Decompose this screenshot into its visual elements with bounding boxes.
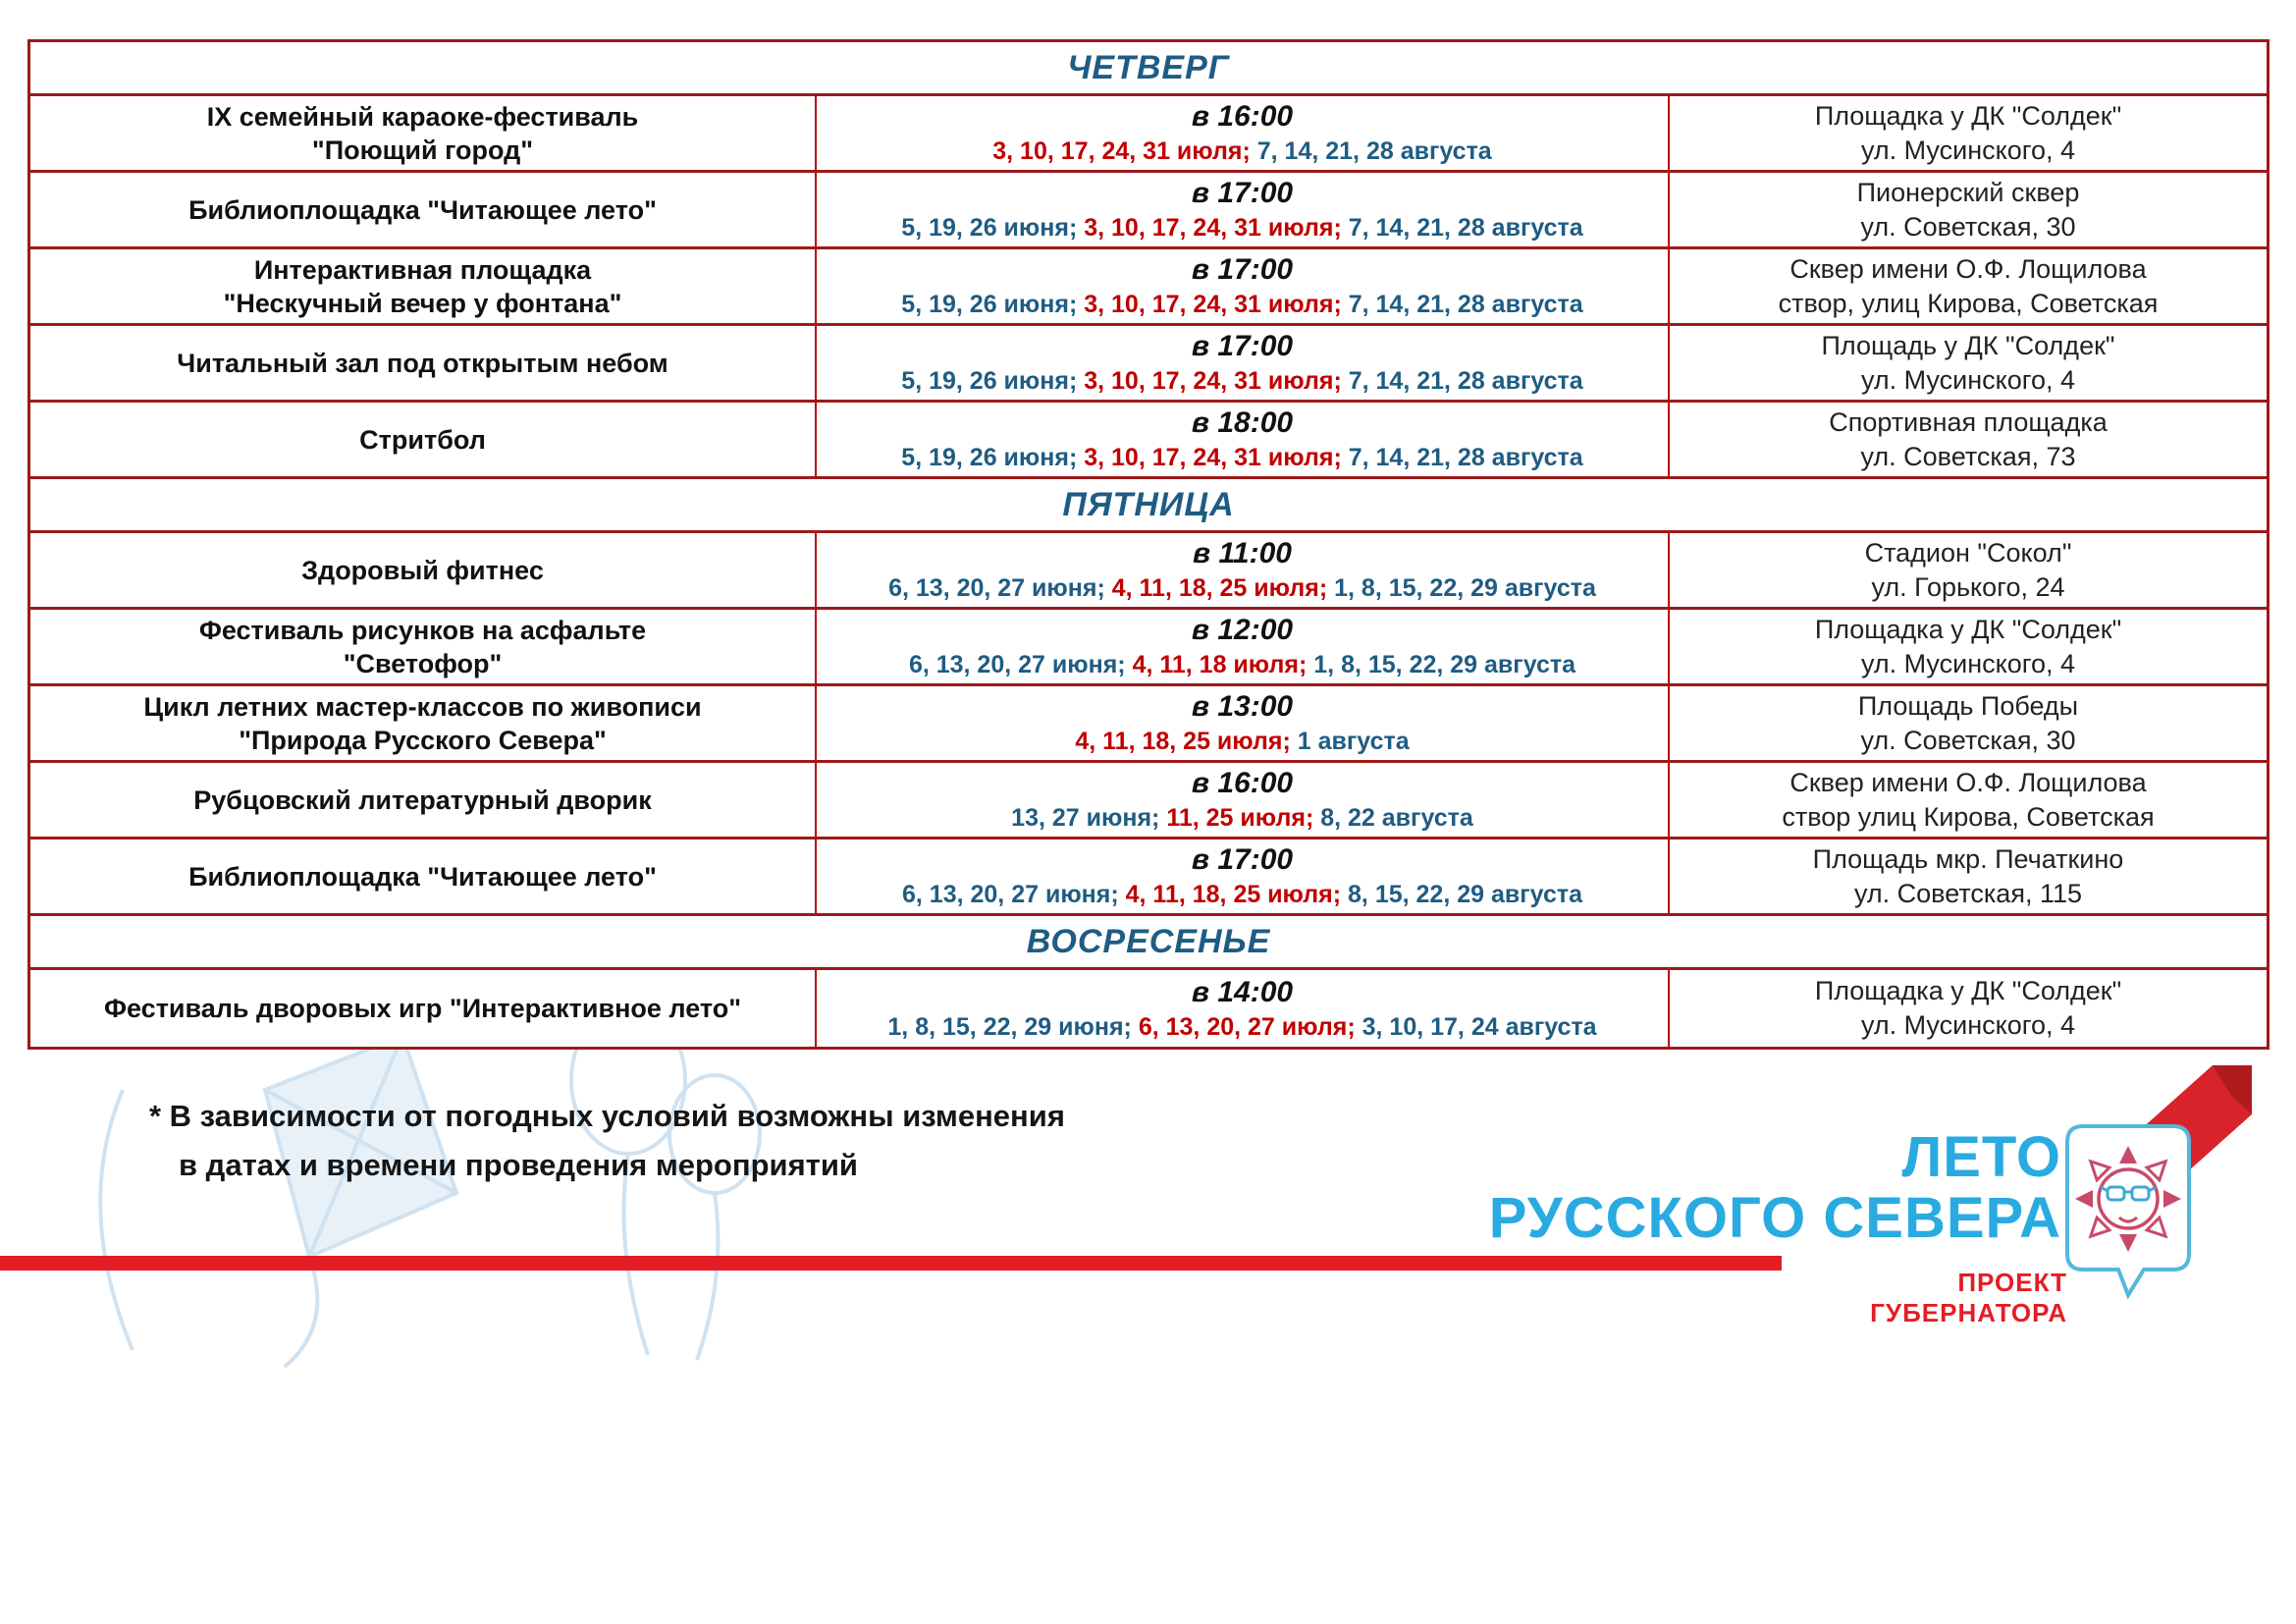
event-name-line: Стритбол [359, 424, 486, 455]
logo-sun-shield-icon [2059, 1122, 2197, 1311]
event-location-line: Площадка у ДК "Солдек" [1814, 976, 2122, 1005]
event-row [30, 686, 2267, 763]
event-name-line: Библиоплощадка "Читающее лето" [188, 861, 657, 892]
event-when-cell [817, 96, 1670, 170]
event-when-cell [817, 173, 1670, 246]
event-time: в 14:00 [1191, 975, 1294, 1008]
event-location-line: ул. Мусинского, 4 [1860, 1010, 2076, 1040]
event-when-cell [817, 533, 1670, 607]
event-location-cell [1670, 610, 2267, 683]
event-date-segment: 3, 10, 17, 24, 31 июля; [992, 137, 1257, 165]
watermark-kite [265, 1036, 456, 1367]
event-time: в 16:00 [1191, 767, 1294, 799]
day-section-header: ВОСРЕСЕНЬЕ [30, 916, 2267, 970]
event-name-cell [30, 96, 817, 170]
event-location-cell [1670, 763, 2267, 837]
event-name-cell [30, 686, 817, 760]
event-location-cell [1670, 173, 2267, 246]
event-date-segment: 6, 13, 20, 27 июня; [888, 574, 1112, 602]
event-location-cell [1670, 533, 2267, 607]
event-location-cell [1670, 326, 2267, 400]
event-dates [901, 289, 1582, 321]
event-location-line: ул. Советская, 30 [1860, 725, 2076, 755]
event-date-segment: 8, 15, 22, 29 августа [1348, 881, 1582, 908]
event-name-cell [30, 403, 817, 476]
event-name-line: "Поющий город" [311, 135, 534, 165]
event-name-cell [30, 970, 817, 1047]
event-location-line: ул. Мусинского, 4 [1860, 135, 2076, 165]
event-location-line: ул. Мусинского, 4 [1860, 364, 2076, 395]
event-location-line: Площадь Победы [1857, 690, 2079, 721]
event-name-cell [30, 610, 817, 683]
event-time: в 17:00 [1191, 177, 1294, 209]
event-time: в 12:00 [1191, 614, 1294, 646]
event-location-line: Площадь у ДК "Солдек" [1821, 330, 2115, 360]
event-date-segment: 6, 13, 20, 27 июня; [908, 651, 1133, 678]
event-date-segment: 4, 11, 18, 25 июля; [1111, 574, 1335, 602]
event-date-segment: 7, 14, 21, 28 августа [1348, 291, 1583, 318]
event-time: в 17:00 [1191, 330, 1294, 362]
schedule-table [27, 39, 2269, 1050]
event-location-line: Сквер имени О.Ф. Лощилова [1789, 767, 2147, 797]
event-name-line: "Светофор" [343, 648, 503, 678]
event-time: в 13:00 [1191, 690, 1294, 723]
event-date-segment: 11, 25 июля; [1166, 804, 1321, 832]
footnote-line-1: * В зависимости от погодных условий возможны изменения [149, 1099, 1065, 1133]
event-name-line: IX семейный караоке-фестиваль [206, 101, 639, 132]
event-date-segment: 5, 19, 26 июня; [901, 367, 1085, 395]
event-dates [1011, 802, 1473, 835]
logo-title-line-1: ЛЕТО [1901, 1125, 2061, 1189]
event-date-segment: 3, 10, 17, 24, 31 июля; [1084, 367, 1349, 395]
event-date-segment: 7, 14, 21, 28 августа [1256, 137, 1492, 165]
event-date-segment: 13, 27 июня; [1011, 804, 1167, 832]
event-date-segment: 7, 14, 21, 28 августа [1348, 367, 1583, 395]
event-date-segment: 3, 10, 17, 24, 31 июля; [1084, 291, 1349, 318]
event-date-segment: 3, 10, 17, 24, 31 июля; [1084, 214, 1349, 242]
event-dates [887, 1011, 1596, 1044]
event-dates [901, 365, 1582, 398]
event-date-segment: 6, 13, 20, 27 июня; [902, 881, 1126, 908]
event-row [30, 610, 2267, 686]
weather-footnote [149, 1092, 1065, 1190]
event-date-segment: 5, 19, 26 июня; [901, 291, 1085, 318]
event-time: в 17:00 [1191, 253, 1294, 286]
event-date-segment: 7, 14, 21, 28 августа [1348, 444, 1583, 471]
event-when-cell [817, 610, 1670, 683]
footnote-line-2: в датах и времени проведения мероприятий [179, 1148, 858, 1182]
event-name-cell [30, 763, 817, 837]
event-when-cell [817, 686, 1670, 760]
event-location-cell [1670, 96, 2267, 170]
day-section-header: ЧЕТВЕРГ [30, 42, 2267, 96]
event-name-cell [30, 839, 817, 913]
event-location-line: створ улиц Кирова, Советская [1782, 801, 2155, 832]
event-dates [901, 442, 1582, 474]
event-date-segment: 1, 8, 15, 22, 29 июня; [887, 1012, 1139, 1041]
event-name-line: Фестиваль дворовых игр "Интерактивное лето" [103, 994, 742, 1023]
event-when-cell [817, 249, 1670, 323]
event-date-segment: 7, 14, 21, 28 августа [1348, 214, 1583, 242]
event-row [30, 403, 2267, 479]
event-location-line: Стадион "Сокол" [1864, 537, 2072, 568]
event-location-cell [1670, 403, 2267, 476]
event-location-line: ул. Советская, 30 [1860, 211, 2076, 242]
event-time: в 11:00 [1193, 537, 1292, 569]
event-row [30, 533, 2267, 610]
event-dates [902, 879, 1582, 911]
event-name-cell [30, 533, 817, 607]
event-when-cell [817, 839, 1670, 913]
event-name-cell [30, 173, 817, 246]
event-location-line: ул. Мусинского, 4 [1860, 648, 2076, 678]
event-dates [1075, 726, 1409, 758]
event-location-line: Спортивная площадка [1829, 406, 2108, 437]
event-date-segment: 1 августа [1297, 728, 1410, 755]
event-time: в 16:00 [1191, 100, 1294, 133]
event-when-cell [817, 403, 1670, 476]
event-location-cell [1670, 970, 2267, 1047]
event-row [30, 249, 2267, 326]
event-name-line: Цикл летних мастер-классов по живописи [143, 691, 702, 722]
event-location-cell [1670, 249, 2267, 323]
event-location-line: ул. Советская, 73 [1860, 441, 2076, 471]
event-location-line: Пионерский сквер [1856, 177, 2080, 207]
event-name-line: "Нескучный вечер у фонтана" [223, 288, 622, 318]
event-date-segment: 4, 11, 18 июля; [1132, 651, 1314, 678]
logo-title-line-2: РУССКОГО СЕВЕРА [1488, 1186, 2061, 1250]
event-dates [992, 135, 1491, 168]
event-row [30, 763, 2267, 839]
event-row [30, 326, 2267, 403]
event-row [30, 173, 2267, 249]
event-date-segment: 5, 19, 26 июня; [901, 214, 1085, 242]
event-time: в 17:00 [1191, 843, 1294, 876]
event-name-line: Здоровый фитнес [301, 555, 544, 585]
event-date-segment: 5, 19, 26 июня; [901, 444, 1085, 471]
event-date-segment: 8, 22 августа [1320, 804, 1473, 832]
event-name-cell [30, 326, 817, 400]
event-dates [909, 649, 1575, 681]
logo-subtitle: ПРОЕКТ ГУБЕРНАТОРА [1870, 1268, 2067, 1327]
event-location-line: ул. Советская, 115 [1854, 878, 2082, 908]
event-date-segment: 4, 11, 18, 25 июля; [1075, 728, 1298, 755]
event-date-segment: 1, 8, 15, 22, 29 августа [1313, 651, 1576, 678]
event-name-line: Библиоплощадка "Читающее лето" [188, 194, 657, 225]
event-location-line: Площадка у ДК "Солдек" [1814, 614, 2122, 644]
event-date-segment: 6, 13, 20, 27 июля; [1138, 1012, 1362, 1041]
event-date-segment: 3, 10, 17, 24 августа [1362, 1012, 1597, 1041]
event-when-cell [817, 326, 1670, 400]
event-name-line: Читальный зал под открытым небом [177, 348, 668, 378]
event-date-segment: 4, 11, 18, 25 июля; [1125, 881, 1349, 908]
event-when-cell [817, 970, 1670, 1047]
event-location-cell [1670, 686, 2267, 760]
event-location-line: ул. Горького, 24 [1871, 571, 2065, 602]
event-name-line: Фестиваль рисунков на асфальте [198, 615, 647, 645]
event-location-cell [1670, 839, 2267, 913]
event-name-line: Интерактивная площадка [253, 254, 592, 285]
event-name-line: "Природа Русского Севера" [239, 725, 607, 755]
watermark-curve [100, 1090, 133, 1350]
event-location-line: Площадь мкр. Печаткино [1812, 843, 2124, 874]
event-location-line: Площадка у ДК "Солдек" [1814, 100, 2122, 131]
event-location-line: Сквер имени О.Ф. Лощилова [1789, 253, 2147, 284]
event-dates [888, 572, 1596, 605]
event-dates [901, 212, 1582, 244]
event-row [30, 96, 2267, 173]
logo-red-bar [0, 1256, 1782, 1271]
event-row [30, 970, 2267, 1047]
event-name-cell [30, 249, 817, 323]
event-time: в 18:00 [1191, 406, 1294, 439]
day-section-header: ПЯТНИЦА [30, 479, 2267, 533]
logo-title [1489, 1127, 2061, 1249]
event-location-line: створ, улиц Кирова, Советская [1778, 288, 2159, 318]
event-row [30, 839, 2267, 916]
event-date-segment: 3, 10, 17, 24, 31 июля; [1084, 444, 1349, 471]
event-when-cell [817, 763, 1670, 837]
event-name-line: Рубцовский литературный дворик [193, 785, 652, 815]
event-date-segment: 1, 8, 15, 22, 29 августа [1334, 574, 1596, 602]
